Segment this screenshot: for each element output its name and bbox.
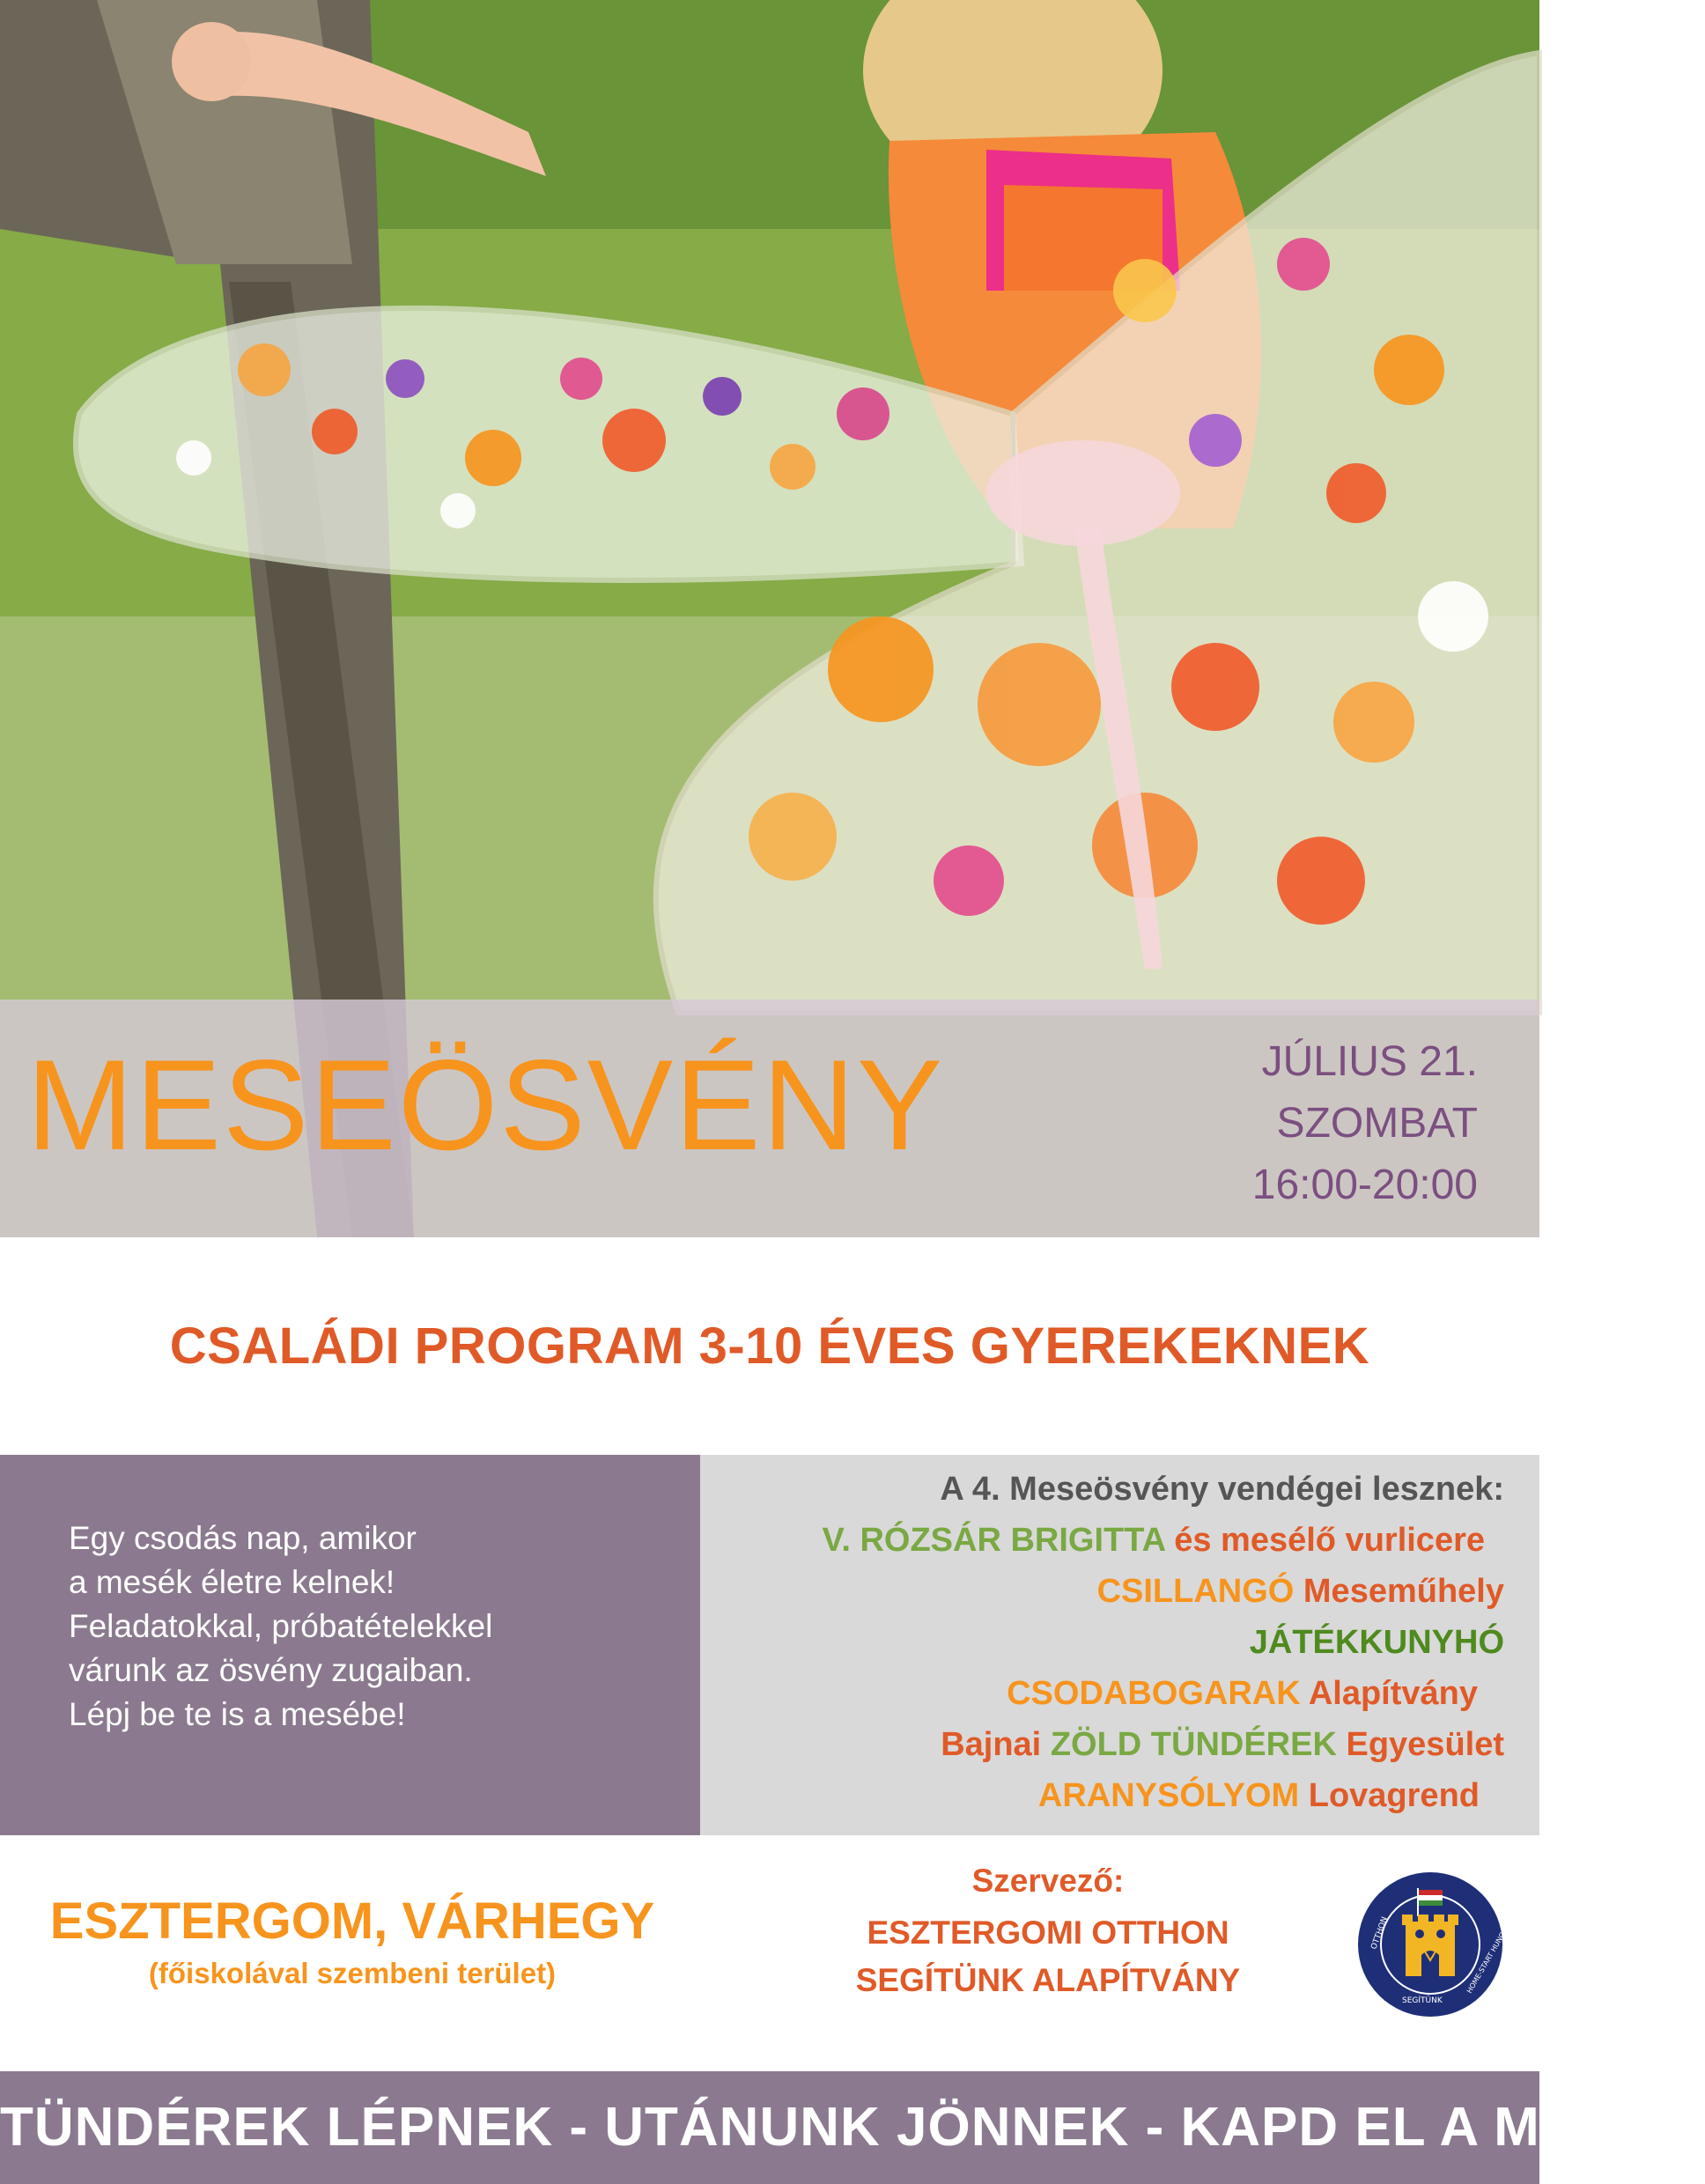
guest-item: [1097, 1571, 1504, 1612]
intro-text: [69, 1516, 685, 1737]
logo-text-right: HOME-START HUNGARY: [1465, 1919, 1514, 1995]
intro-line: Feladatokkal, próbatételekkel: [69, 1608, 493, 1644]
event-day: SZOMBAT: [1276, 1100, 1478, 1147]
intro-line: Lépj be te is a mesébe!: [69, 1696, 406, 1732]
guest-name: ZÖLD TÜNDÉREK: [1050, 1726, 1337, 1763]
event-date: JÚLIUS 21.: [1261, 1038, 1478, 1085]
guest-item: [941, 1724, 1504, 1765]
intro-line: a mesék életre kelnek!: [69, 1564, 395, 1600]
intro-line: várunk az ösvény zugaiban.: [69, 1652, 473, 1688]
guest-desc: Meseműhely: [1294, 1573, 1504, 1610]
guest-item: [1007, 1673, 1478, 1714]
organiser-name-line2: SEGÍTÜNK ALAPÍTVÁNY: [855, 1962, 1241, 1998]
organiser-label: Szervező:: [971, 1863, 1125, 1899]
logo-text-bottom: SEGÍTÜNK: [1402, 1996, 1443, 2005]
logo-text-left: OTTHON: [1369, 1915, 1390, 1952]
guest-name: ARANYSÓLYOM: [1037, 1777, 1300, 1814]
guest-prefix: Bajnai: [941, 1726, 1051, 1763]
footer-slogan: TÜNDÉREK LÉPNEK - UTÁNUNK JÖNNEK - KAPD EL A MESÉT!: [0, 2097, 1705, 2158]
guest-name: CSILLANGÓ: [1096, 1573, 1295, 1610]
guest-name: JÁTÉKKUNYHÓ: [1249, 1624, 1504, 1661]
guest-desc: Alapítvány: [1300, 1675, 1478, 1712]
guest-name: CSODABOGARAK: [1007, 1675, 1301, 1712]
event-location-detail: (főiskolával szembeni terület): [148, 1957, 557, 1989]
event-title: MESEÖSVÉNY: [26, 1033, 945, 1177]
guest-item: [1038, 1775, 1480, 1816]
guest-name: V. RÓZSÁR BRIGITTA: [822, 1522, 1165, 1559]
guest-desc: és mesélő vurlicere: [1164, 1522, 1485, 1559]
event-subtitle: CSALÁDI PROGRAM 3-10 ÉVES GYEREKEKNEK: [169, 1317, 1370, 1375]
guest-desc: Lovagrend: [1299, 1777, 1480, 1814]
event-time: 16:00-20:00: [1251, 1162, 1478, 1208]
guest-desc: Egyesület: [1336, 1726, 1504, 1763]
guest-item: [822, 1520, 1485, 1561]
guests-heading: A 4. Meseösvény vendégei lesznek:: [940, 1471, 1504, 1508]
guest-item: [1250, 1622, 1504, 1663]
event-location: ESZTERGOM, VÁRHEGY: [49, 1893, 655, 1950]
organiser-name-line1: ESZTERGOMI OTTHON: [867, 1915, 1229, 1951]
home-start-hungary-logo: [1356, 1870, 1514, 2018]
intro-line: Egy csodás nap, amikor: [69, 1520, 417, 1556]
